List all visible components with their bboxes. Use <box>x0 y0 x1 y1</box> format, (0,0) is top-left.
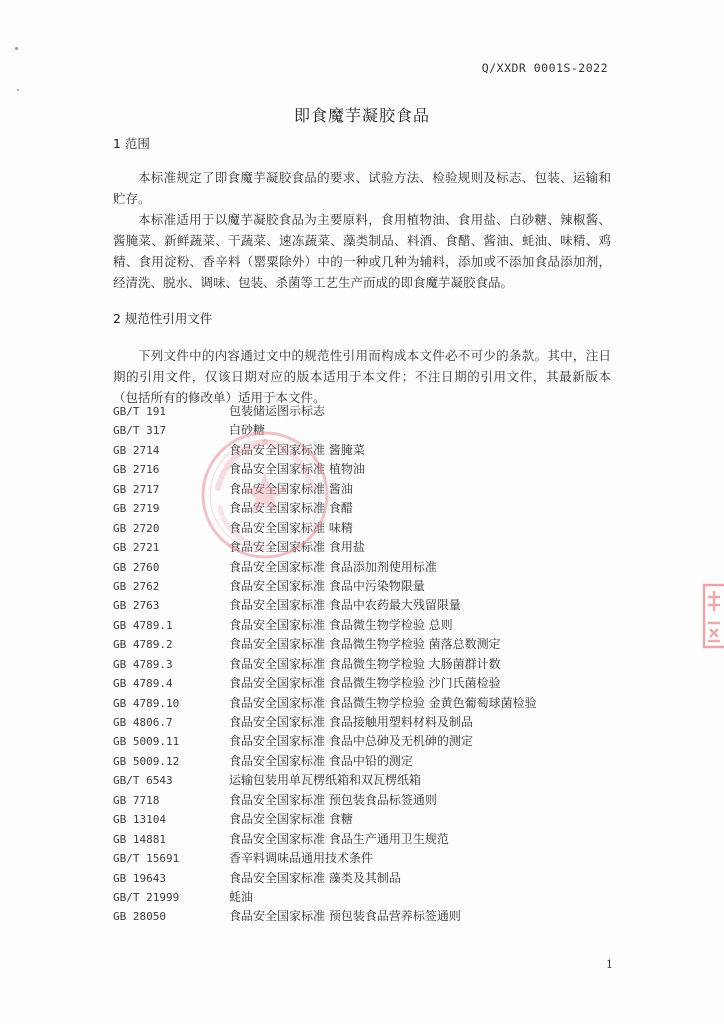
reference-row <box>113 849 611 868</box>
reference-title: 白砂糖 <box>229 423 266 438</box>
reference-title: 食品安全国家标准 预包装食品标签通则 <box>229 792 437 807</box>
reference-code: GB/T 317 <box>113 424 166 438</box>
reference-row <box>113 830 611 849</box>
reference-code: GB 5009.12 <box>113 754 180 768</box>
reference-title: 食品安全国家标准 食品微生物学检验 金黄色葡萄球菌检验 <box>229 695 537 710</box>
reference-title: 食品安全国家标准 植物油 <box>229 462 365 477</box>
reference-code: GB 28050 <box>113 910 166 924</box>
reference-row <box>113 577 611 596</box>
reference-code: GB 4789.1 <box>113 618 173 632</box>
scan-speck <box>17 89 19 91</box>
section-heading-scope: 1 范围 <box>113 136 150 151</box>
reference-title: 食品安全国家标准 食品生产通用卫生规范 <box>229 831 449 846</box>
reference-title: 食品安全国家标准 食品微生物学检验 菌落总数测定 <box>229 637 501 652</box>
reference-code: GB 2762 <box>113 579 160 593</box>
reference-title: 食品安全国家标准 食醋 <box>229 501 353 516</box>
scan-speck <box>15 47 18 50</box>
reference-row <box>113 460 611 479</box>
reference-title: 食品安全国家标准 酱腌菜 <box>229 442 365 457</box>
reference-code: GB 5009.11 <box>113 735 180 749</box>
document-title: 即食魔芋凝胶食品 <box>293 106 430 125</box>
reference-title: 食品安全国家标准 食品中铅的测定 <box>229 753 413 768</box>
reference-title: 食品安全国家标准 食品中农药最大残留限量 <box>229 598 461 613</box>
reference-row <box>113 421 611 440</box>
reference-row <box>113 732 611 751</box>
reference-row <box>113 538 611 557</box>
reference-row <box>113 480 611 499</box>
reference-row <box>113 771 611 790</box>
reference-row <box>113 713 611 732</box>
reference-code: GB 2719 <box>113 502 160 516</box>
reference-row <box>113 616 611 635</box>
reference-code: GB 4806.7 <box>113 716 173 729</box>
reference-row <box>113 907 611 926</box>
reference-code: GB 4789.4 <box>113 677 173 691</box>
reference-code: GB 2716 <box>113 463 160 477</box>
reference-code: GB 2720 <box>113 521 160 535</box>
reference-row <box>113 402 611 421</box>
reference-code: GB 13104 <box>113 813 166 827</box>
reference-code: GB 2721 <box>113 541 160 555</box>
reference-title: 食品安全国家标准 食品微生物学检验 总则 <box>229 617 453 632</box>
reference-code: GB 2760 <box>113 560 160 574</box>
references-intro-paragraph: 下列文件中的内容通过文中的规范性引用而构成本文件必不可少的条款。其中，注日期的引用文件，仅该日期对应的版本适用于本文件；不注日期的引用文件，其最新版本（包括所有的修改单）适用于本文件。 <box>113 348 611 405</box>
reference-row <box>113 596 611 615</box>
reference-title: 食品安全国家标准 食品接触用塑料材料及制品 <box>229 715 473 729</box>
reference-title: 食品安全国家标准 预包装食品营养标签通则 <box>229 909 461 924</box>
section-heading-normative-references: 2 规范性引用文件 <box>113 311 213 326</box>
reference-title: 食品安全国家标准 食用盐 <box>229 540 365 555</box>
standard-code: Q/XXDR 0001S-2022 <box>481 61 608 75</box>
reference-row <box>113 674 611 693</box>
reference-list <box>113 402 611 927</box>
reference-code: GB 4789.2 <box>113 638 173 652</box>
page-number: 1 <box>606 958 613 971</box>
reference-title: 食品安全国家标准 味精 <box>229 520 353 535</box>
reference-row <box>113 499 611 518</box>
reference-row <box>113 791 611 810</box>
reference-code: GB 4789.10 <box>113 696 180 710</box>
reference-title: 食品安全国家标准 酱油 <box>229 481 353 496</box>
reference-row <box>113 888 611 907</box>
reference-code: GB 2717 <box>113 482 160 496</box>
reference-title: 香辛料调味品通用技术条件 <box>229 851 374 866</box>
reference-code: GB 2763 <box>113 599 160 613</box>
reference-row <box>113 635 611 654</box>
reference-row <box>113 752 611 771</box>
reference-title: 食品安全国家标准 藻类及其制品 <box>229 870 401 885</box>
reference-code: GB/T 191 <box>113 405 166 418</box>
reference-code: GB 7718 <box>113 793 160 807</box>
reference-title: 蚝油 <box>229 889 254 904</box>
scope-paragraph-1: 本标准规定了即食魔芋凝胶食品的要求、试验方法、检验规则及标志、包装、运输和贮存。 <box>113 170 611 206</box>
reference-code: GB 2714 <box>113 443 160 457</box>
reference-title: 食品安全国家标准 食品添加剂使用标准 <box>229 559 437 574</box>
edge-seal-stamp <box>702 583 724 649</box>
reference-title: 包装储运图示标志 <box>229 404 326 418</box>
reference-row <box>113 655 611 674</box>
reference-title: 食品安全国家标准 食糖 <box>229 812 353 827</box>
reference-title: 食品安全国家标准 食品微生物学检验 大肠菌群计数 <box>229 656 501 671</box>
reference-code: GB 19643 <box>113 871 166 885</box>
reference-title: 食品安全国家标准 食品中污染物限量 <box>229 578 425 593</box>
reference-row <box>113 694 611 713</box>
reference-code: GB 14881 <box>113 832 166 846</box>
reference-title: 食品安全国家标准 食品微生物学检验 沙门氏菌检验 <box>229 676 501 691</box>
reference-code: GB/T 21999 <box>113 890 180 904</box>
scope-paragraph-2: 本标准适用于以魔芋凝胶食品为主要原料，食用植物油、食用盐、白砂糖、辣椒酱、酱腌菜、新鲜蔬菜、干蔬菜、速冻蔬菜、藻类制品、料酒、食醋、酱油、蚝油、味精、鸡精、食用淀粉、香辛料（罂粟除外）中的一种或几种为辅料，添加或不添加食品添加剂，经清洗、脱水、调味、包装、杀菌等工艺生产而成的即食魔芋凝胶食品。 <box>113 212 611 290</box>
reference-row <box>113 519 611 538</box>
reference-title: 食品安全国家标准 食品中总砷及无机砷的测定 <box>229 734 473 749</box>
reference-code: GB 4789.3 <box>113 657 173 671</box>
reference-row <box>113 441 611 460</box>
reference-row <box>113 558 611 577</box>
reference-row <box>113 869 611 888</box>
reference-code: GB/T 6543 <box>113 774 173 788</box>
reference-code: GB/T 15691 <box>113 852 180 866</box>
reference-title: 运输包装用单瓦楞纸箱和双瓦楞纸箱 <box>229 773 422 788</box>
reference-row <box>113 810 611 829</box>
